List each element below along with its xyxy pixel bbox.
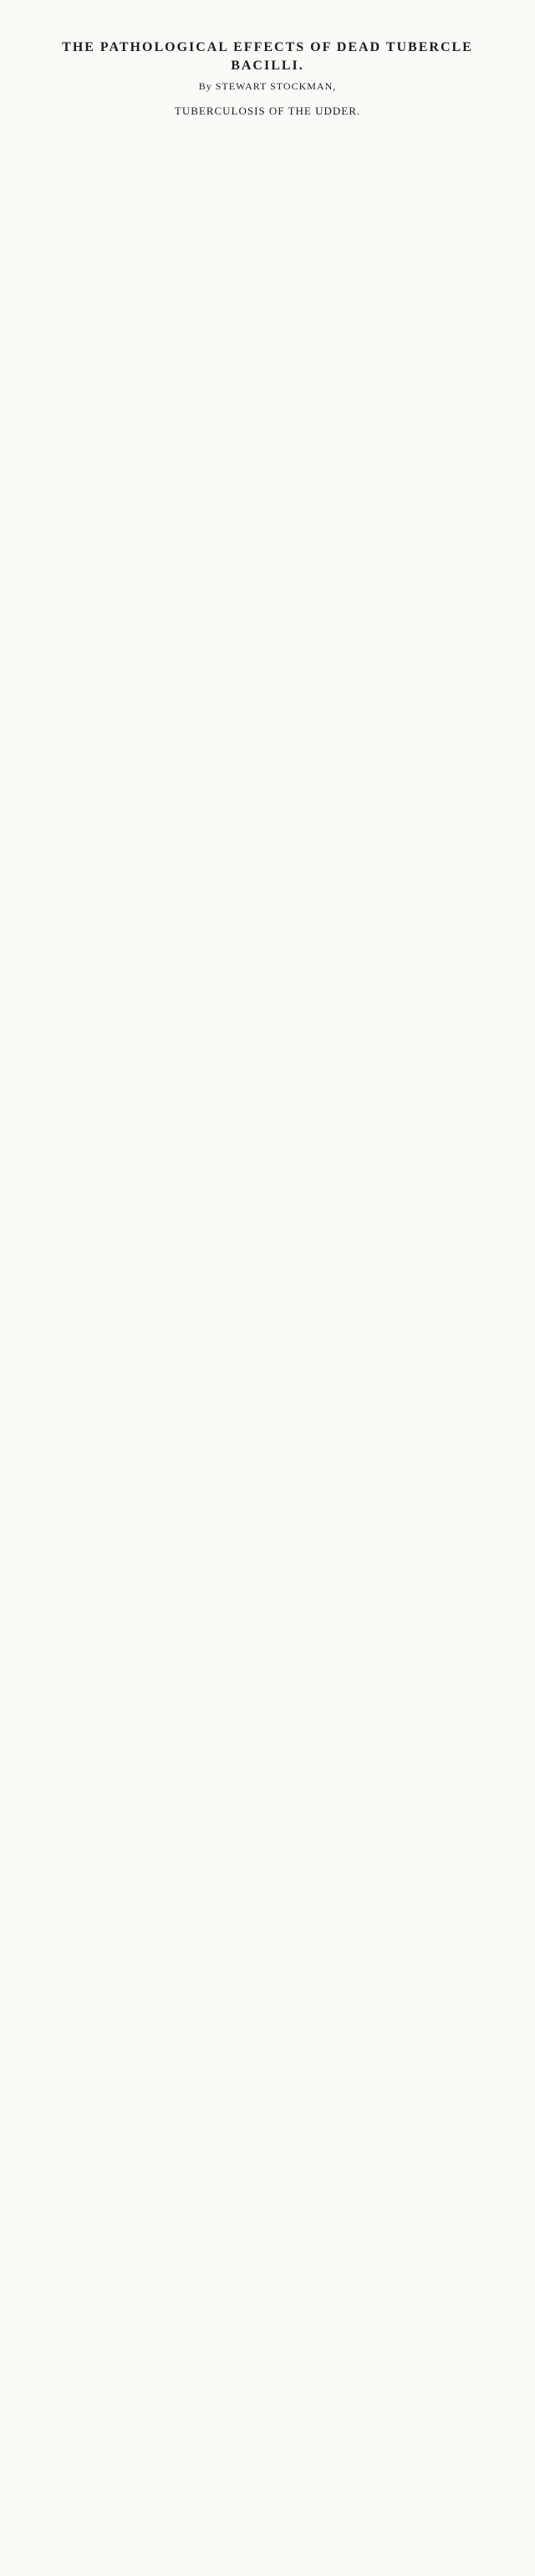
author-byline: By STEWART STOCKMAN, — [198, 80, 337, 92]
article-column — [37, 38, 498, 126]
section-heading: TUBERCULOSIS OF THE UDDER. — [174, 105, 361, 117]
article-title: THE PATHOLOGICAL EFFECTS OF DEAD TUBERCLE BACILLI. — [62, 40, 473, 73]
